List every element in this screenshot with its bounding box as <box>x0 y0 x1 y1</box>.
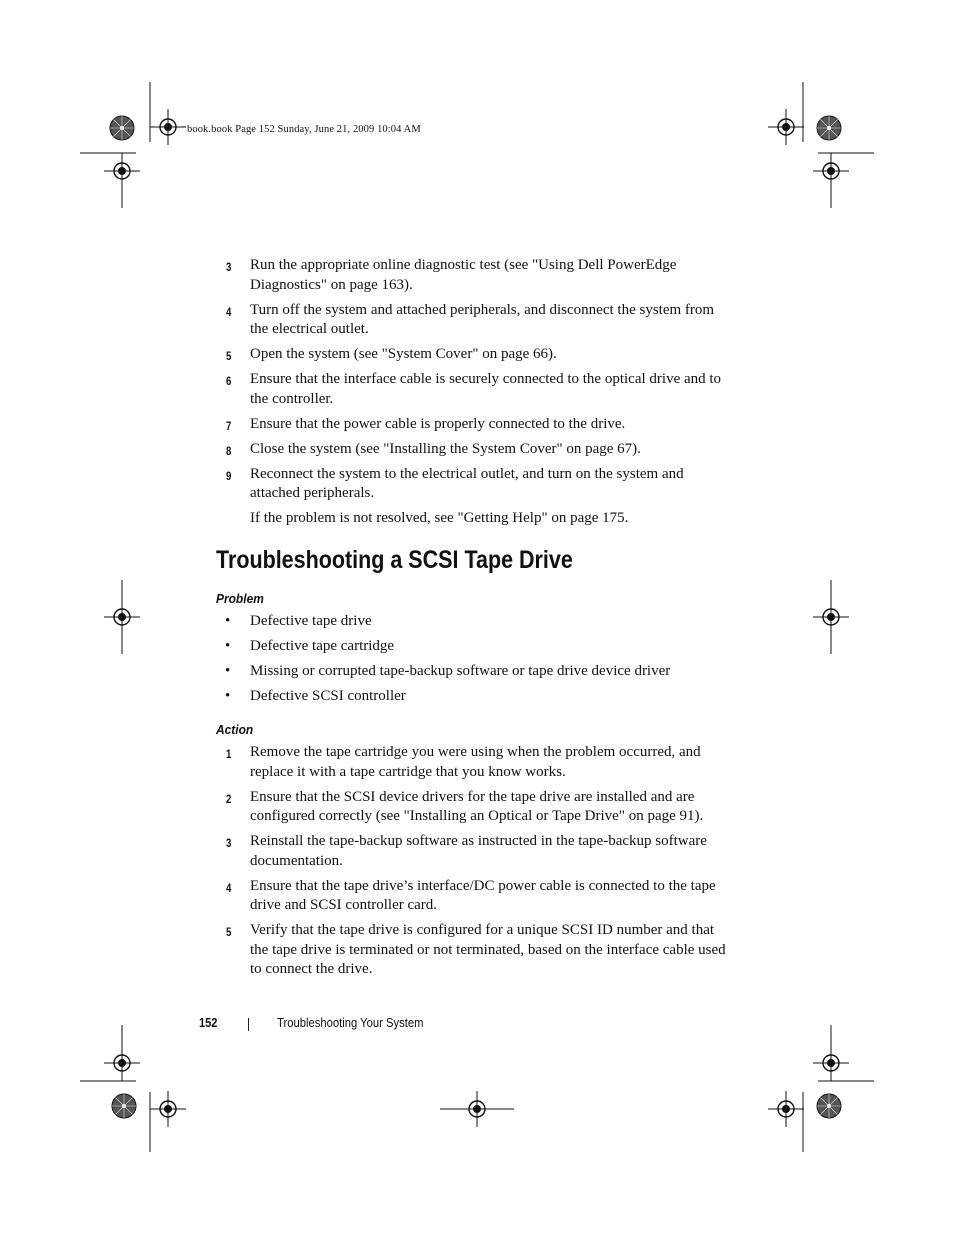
list-item <box>216 370 726 409</box>
list-item <box>216 345 726 365</box>
action-subheading: Action <box>216 722 254 737</box>
step-text: Ensure that the power cable is properly connected to the drive. <box>250 415 626 432</box>
problem-text: Defective tape cartridge <box>250 637 395 654</box>
step-text: Reconnect the system to the electrical outlet, and turn on the system and attached peripherals. <box>250 465 684 501</box>
step-number: 4 <box>226 304 232 319</box>
step-number: 4 <box>226 880 232 895</box>
list-item <box>216 877 726 916</box>
step-number: 2 <box>226 791 232 806</box>
step-text: Open the system (see "System Cover" on page 66). <box>250 346 557 362</box>
step-number: 7 <box>226 418 232 433</box>
bullet: • <box>225 687 231 704</box>
action-list <box>216 743 726 980</box>
problem-text: Defective SCSI controller <box>250 687 406 704</box>
list-item <box>216 662 726 682</box>
print-header: book.book Page 152 Sunday, June 21, 2009 10:04 AM <box>187 124 421 135</box>
list-item <box>216 921 726 980</box>
list-item <box>216 415 726 435</box>
step-text: Ensure that the interface cable is securely connected to the optical drive and to the controller. <box>250 371 722 407</box>
step-text: Ensure that the tape drive’s interface/DC power cable is connected to the tape drive and SCSI controller card. <box>250 877 716 913</box>
bullet: • <box>225 637 231 654</box>
list-item <box>216 256 726 295</box>
list-item <box>216 440 726 460</box>
chapter-title: Troubleshooting Your System <box>277 1016 424 1030</box>
page-number: 152 <box>199 1015 218 1030</box>
step-number: 1 <box>226 747 232 761</box>
step-text: Ensure that the SCSI device drivers for the tape drive are installed and are configured correctly (see "Installing an Optical or Tape Drive" on page 91). <box>250 788 704 824</box>
step-number: 6 <box>226 374 232 388</box>
list-item <box>216 637 726 657</box>
list-item <box>216 465 726 504</box>
list-item <box>216 612 726 632</box>
problem-subheading: Problem <box>216 590 264 606</box>
followup-note: If the problem is not resolved, see "Getting Help" on page 175. <box>250 510 629 526</box>
bullet: • <box>225 612 231 629</box>
step-text: Close the system (see "Installing the System Cover" on page 67). <box>250 440 641 457</box>
steps-list-top <box>216 256 726 504</box>
list-item <box>216 687 726 707</box>
section-heading: Troubleshooting a SCSI Tape Drive <box>216 545 573 574</box>
step-text: Run the appropriate online diagnostic test (see "Using Dell PowerEdge Diagnostics" on page 163). <box>250 257 677 293</box>
problem-list <box>216 612 726 707</box>
problem-text: Defective tape drive <box>250 612 372 629</box>
step-number: 8 <box>226 443 232 458</box>
bullet: • <box>225 662 231 679</box>
list-item <box>216 832 726 871</box>
step-text: Verify that the tape drive is configured for a unique SCSI ID number and that the tape drive is terminated or not terminated, based on the interface cable used to connect the drive. <box>250 922 726 977</box>
page-body <box>216 256 726 985</box>
step-number: 9 <box>226 468 232 483</box>
footer-separator <box>248 1018 249 1031</box>
step-number: 5 <box>226 925 232 939</box>
problem-text: Missing or corrupted tape-backup software or tape drive device driver <box>250 662 671 679</box>
step-number: 5 <box>226 349 232 363</box>
list-item <box>216 788 726 827</box>
step-number: 3 <box>226 260 232 274</box>
list-item <box>216 743 726 782</box>
step-text: Remove the tape cartridge you were using when the problem occurred, and replace it with a tape cartridge that you know works. <box>250 744 701 780</box>
step-text: Turn off the system and attached peripherals, and disconnect the system from the electrical outlet. <box>250 301 715 337</box>
step-number: 3 <box>226 836 232 850</box>
list-item <box>216 301 726 340</box>
step-text: Reinstall the tape-backup software as instructed in the tape-backup software documentation. <box>250 833 707 869</box>
